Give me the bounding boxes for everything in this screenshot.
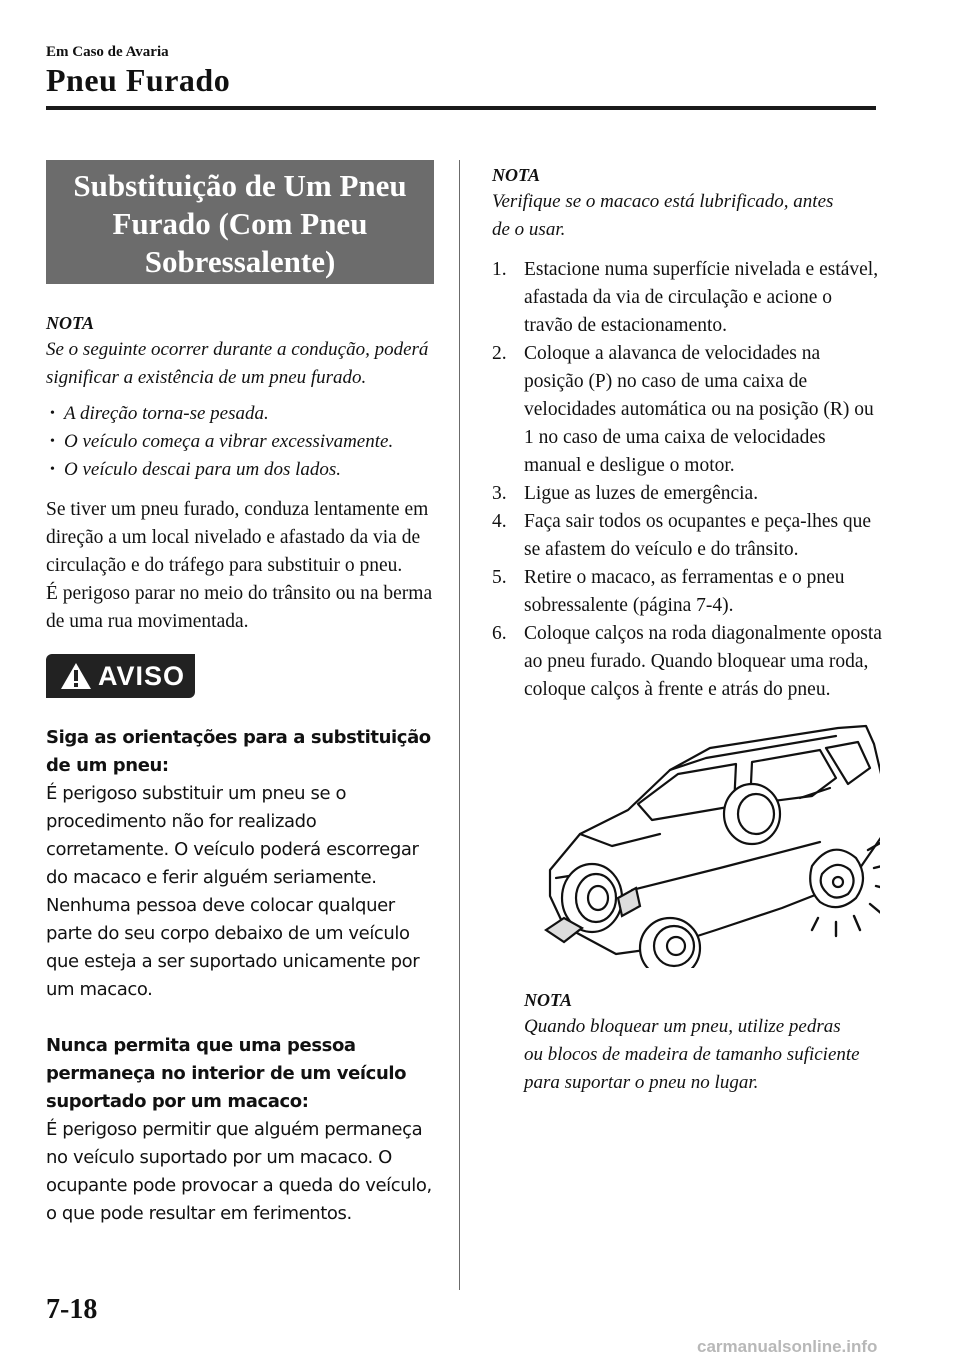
step-text: Coloque calços na roda diagonalmente oposta ao pneu furado. Quando bloquear uma roda, coloque calços à frente e atrás do pneu. — [524, 623, 882, 700]
step-number: 6. — [492, 623, 507, 644]
aviso-label: AVISO — [98, 660, 186, 691]
column-divider — [459, 160, 460, 1290]
step-text: Faça sair todos os ocupantes e peça-lhes que se afastem do veículo e do trânsito. — [524, 511, 872, 560]
note-label: NOTA — [46, 313, 95, 333]
page-title: Pneu Furado — [46, 62, 231, 98]
aviso-badge-wrap — [46, 654, 434, 698]
note-text: Verifique se o macaco está lubrificado, antes de o usar. — [492, 191, 834, 240]
header-rule — [46, 106, 876, 110]
note-label: NOTA — [492, 165, 541, 185]
step-item — [492, 256, 884, 340]
note-block-right-2 — [524, 987, 864, 1097]
body-paragraph-2: É perigoso parar no meio do trânsito ou na berma de uma rua movimentada. — [46, 583, 433, 632]
step-text: Estacione numa superfície nivelada e estável, afastada da via de circulação e acione o travão de estacionamento. — [524, 259, 879, 336]
note-item: • A direção torna-se pesada. — [46, 400, 434, 428]
note-block — [46, 310, 434, 484]
page-number: 7-18 — [46, 1294, 98, 1325]
watermark: carmanualsonline.info — [697, 1337, 878, 1356]
section-title-line-3: Sobressalente) — [144, 244, 336, 279]
note-label: NOTA — [524, 990, 573, 1010]
note-text: Quando bloquear um pneu, utilize pedras ou blocos de madeira de tamanho suficiente para suportar o pneu no lugar. — [524, 1016, 860, 1093]
note-block-right — [492, 162, 892, 244]
steps-list — [492, 256, 884, 704]
aviso-content — [46, 724, 434, 1228]
step-item — [492, 480, 884, 508]
step-text: Coloque a alavanca de velocidades na posição (P) no caso de uma caixa de velocidades automática ou na posição (R) ou 1 no caso de uma caixa de velocidades manual e desligue o motor. — [524, 343, 874, 476]
note-item: • O veículo descai para um dos lados. — [46, 456, 434, 484]
step-number: 3. — [492, 483, 507, 504]
section-title-line-2: Furado (Com Pneu — [112, 206, 368, 241]
section-title-line-1: Substituição de Um Pneu — [73, 168, 407, 203]
chapter-label: Em Caso de Avaria — [46, 44, 169, 60]
right-column — [492, 162, 892, 1097]
note-text: Se o seguinte ocorrer durante a condução, poderá significar a existência de um pneu furado. — [46, 339, 429, 388]
warning-triangle-icon — [60, 662, 92, 690]
step-number: 4. — [492, 511, 507, 532]
step-item — [492, 620, 884, 704]
aviso-heading-2: Nunca permita que uma pessoa permaneça no interior de um veículo suportado por um macaco: — [46, 1035, 407, 1112]
step-item — [492, 508, 884, 564]
step-number: 1. — [492, 259, 507, 280]
aviso-badge — [46, 654, 195, 698]
car-wheel-chock-illustration — [520, 718, 880, 968]
aviso-text-2: É perigoso permitir que alguém permaneça no veículo suportado por um macaco. O ocupante pode provocar a queda do veículo, o que pode resultar em ferimentos. — [46, 1119, 432, 1224]
note-item: • O veículo começa a vibrar excessivamente. — [46, 428, 434, 456]
step-item — [492, 340, 884, 480]
step-text: Ligue as luzes de emergência. — [524, 483, 759, 504]
note-list — [46, 400, 434, 484]
step-number: 5. — [492, 567, 507, 588]
aviso-text-1: É perigoso substituir um pneu se o procedimento não for realizado corretamente. O veículo poderá escorregar do macaco e ferir alguém seriamente. Nenhuma pessoa deve colocar qualquer parte do seu corpo debaixo de um veículo que esteja a ser suportado unicamente por um macaco. — [46, 783, 420, 1000]
step-text: Retire o macaco, as ferramentas e o pneu sobressalente (página 7-4). — [524, 567, 845, 616]
left-column — [46, 160, 434, 1228]
section-title-box — [46, 160, 434, 284]
step-item — [492, 564, 884, 620]
step-number: 2. — [492, 343, 507, 364]
aviso-heading-1: Siga as orientações para a substituição de um pneu: — [46, 727, 431, 776]
body-paragraph-1: Se tiver um pneu furado, conduza lentamente em direção a um local nivelado e afastado da via de circulação e do tráfego para substituir o pneu. — [46, 499, 429, 576]
